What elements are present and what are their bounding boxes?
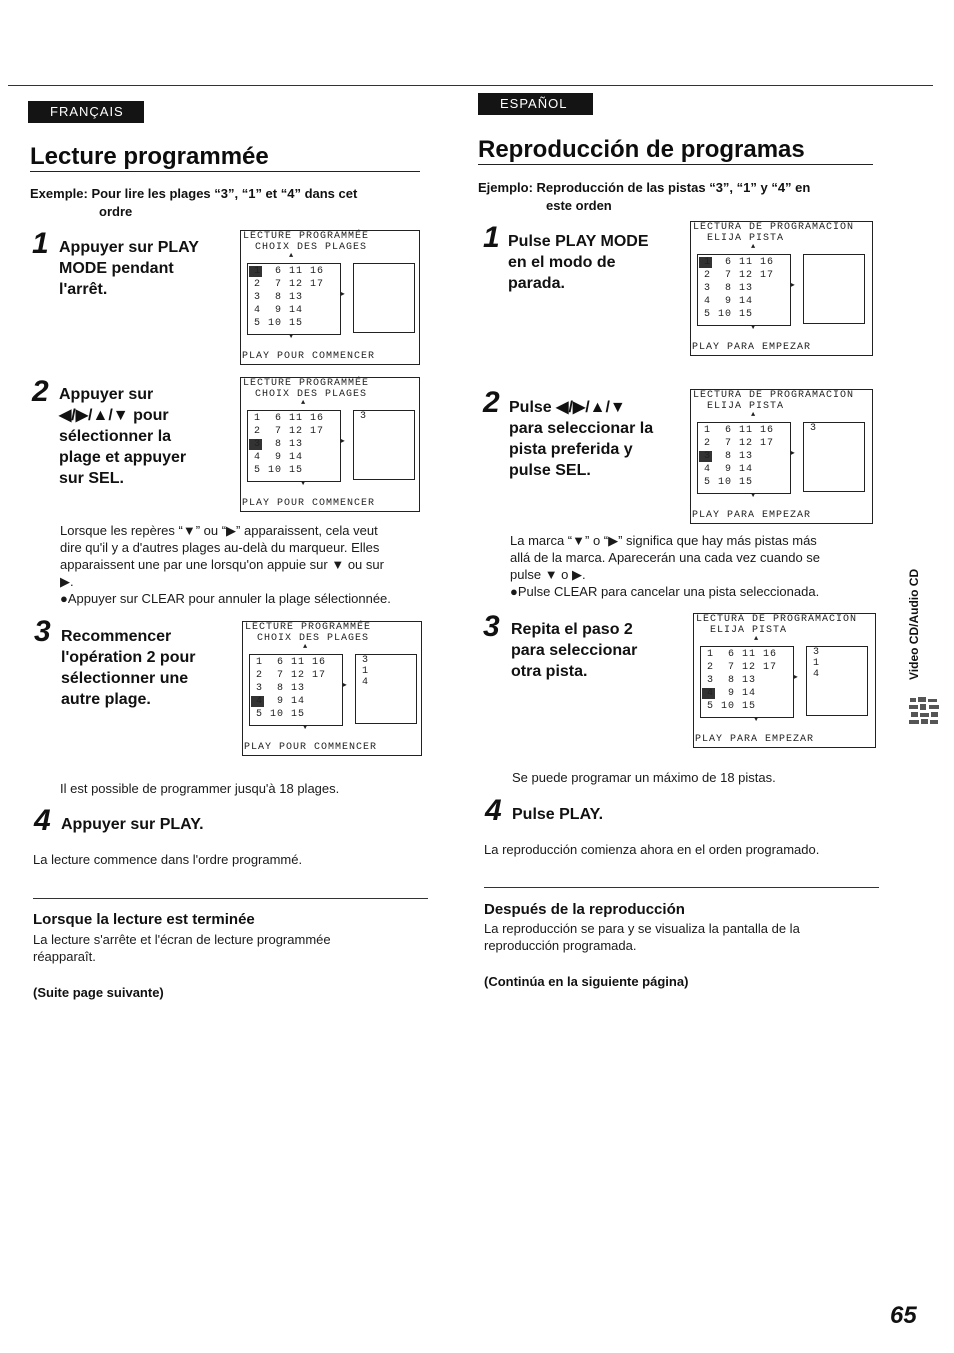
step-number-fr-3: 3 — [34, 615, 51, 648]
step-line: en el modo de — [508, 254, 616, 271]
up-arrow-icon: ▲ — [303, 643, 308, 651]
track-row: 3 8 13 — [256, 683, 306, 694]
track-row: 4 9 14 — [707, 688, 757, 699]
step-line: Appuyer sur PLAY — [59, 239, 199, 256]
panel-footer: PLAY POUR COMMENCER — [244, 742, 378, 753]
marker-note-es — [510, 532, 880, 600]
note-line: allá de la marca. Aparecerán una cada vez cuando se — [510, 550, 821, 565]
right-arrow-icon: ▶ — [790, 281, 795, 290]
display-panel-fr-2 — [240, 377, 420, 512]
step-line: para seleccionar la — [509, 420, 654, 437]
track-row: 4 9 14 — [704, 296, 754, 307]
panel-subtitle: ELIJA PISTA — [710, 625, 788, 636]
example-text-es-2: este orden — [546, 198, 612, 213]
after-line: réapparaît. — [33, 949, 96, 964]
track-grid — [697, 422, 791, 494]
step-number-es-1: 1 — [483, 221, 500, 254]
panel-subtitle: CHOIX DES PLAGES — [255, 389, 368, 400]
track-row: 5 10 15 — [704, 309, 754, 320]
example-text-fr-2: ordre — [99, 204, 133, 219]
step-text-fr-3 — [61, 626, 231, 710]
track-row: 2 7 12 17 — [704, 438, 775, 449]
track-row: 3 8 13 — [704, 451, 754, 462]
track-grid — [249, 654, 343, 726]
right-arrow-icon: ▶ — [342, 681, 347, 690]
program-list — [803, 254, 865, 324]
step-text-es-3 — [511, 619, 681, 682]
max-note-fr: Il est possible de programmer jusqu'à 18 plages. — [60, 781, 340, 796]
example-text-es: Reproducción de las pistas “3”, “1” y “4” en — [536, 180, 811, 195]
panel-footer: PLAY PARA EMPEZAR — [692, 510, 812, 521]
sidebar-text: Video CD/Audio CD — [907, 568, 921, 680]
section-rule-es — [484, 887, 879, 888]
track-row: 1 6 11 16 — [704, 257, 775, 268]
clear-note-fr: ●Appuyer sur CLEAR pour annuler la plage sélectionnée. — [60, 591, 391, 606]
panel-title: LECTURA DE PROGRAMACION — [696, 614, 858, 625]
panel-subtitle: ELIJA PISTA — [707, 401, 785, 412]
track-grid — [247, 410, 341, 482]
track-grid — [247, 263, 341, 335]
display-panel-es-3 — [693, 613, 876, 748]
max-note-es: Se puede programar un máximo de 18 pistas. — [512, 770, 776, 785]
track-row: 3 8 13 — [254, 439, 304, 450]
program-list — [353, 263, 415, 333]
step-line: Repita el paso 2 — [511, 621, 633, 638]
step-number-es-4: 4 — [485, 794, 502, 827]
step-line: ◀/▶/▲/▼ pour — [59, 407, 169, 424]
up-arrow-icon: ▲ — [301, 399, 306, 407]
note-line: pulse ▼ o ▶. — [510, 567, 586, 582]
clear-note-es: ●Pulse CLEAR para cancelar una pista seleccionada. — [510, 584, 820, 599]
step-text-fr-4: Appuyer sur PLAY. — [61, 816, 204, 833]
track-row: 3 8 13 — [254, 292, 304, 303]
track-row: 4 9 14 — [256, 696, 306, 707]
step-line: Appuyer sur — [59, 386, 154, 403]
program-item: 1 — [362, 666, 369, 677]
example-text-fr: Pour lire les plages “3”, “1” et “4” dans cet — [91, 186, 358, 201]
note-line: dire qu'il y a d'autres plages au-delà du marqueur. Elles — [60, 540, 380, 555]
track-row: 2 7 12 17 — [707, 662, 778, 673]
step-text-fr-1 — [59, 237, 229, 300]
right-arrow-icon: ▶ — [340, 437, 345, 446]
track-row: 5 10 15 — [254, 318, 304, 329]
title-rule-es — [478, 164, 873, 165]
after-text-fr — [33, 931, 331, 965]
top-rule — [8, 85, 933, 86]
up-arrow-icon: ▲ — [751, 411, 756, 419]
track-row: 1 6 11 16 — [704, 425, 775, 436]
step-line: MODE pendant — [59, 260, 174, 277]
track-row: 1 6 11 16 — [707, 649, 778, 660]
step-line: sélectionner une — [61, 670, 189, 687]
panel-title: LECTURE PROGRAMMÉE — [245, 622, 372, 633]
example-label-fr: Exemple: — [30, 186, 88, 201]
down-arrow-icon: ▼ — [751, 324, 756, 332]
after-title-fr: Lorsque la lecture est terminée — [33, 911, 255, 928]
example-es — [478, 179, 873, 215]
lang-tab-espanol: ESPAÑOL — [478, 93, 593, 115]
track-row: 5 10 15 — [704, 477, 754, 488]
step-line: sélectionner la — [59, 428, 172, 445]
lang-tab-francais: FRANÇAIS — [28, 101, 144, 123]
program-item: 3 — [360, 411, 367, 422]
step-line: otra pista. — [511, 663, 588, 680]
track-row: 4 9 14 — [704, 464, 754, 475]
sidebar-label — [905, 540, 927, 680]
track-row: 4 9 14 — [254, 452, 304, 463]
example-label-es: Ejemplo: — [478, 180, 533, 195]
step-number-fr-2: 2 — [32, 375, 49, 408]
track-row: 3 8 13 — [704, 283, 754, 294]
track-row: 2 7 12 17 — [254, 426, 325, 437]
right-arrow-icon: ▶ — [790, 449, 795, 458]
step-line: sur SEL. — [59, 470, 124, 487]
down-arrow-icon: ▼ — [303, 724, 308, 732]
program-item: 4 — [813, 669, 820, 680]
after-title-es: Después de la reproducción — [484, 901, 685, 918]
step-number-fr-4: 4 — [34, 804, 51, 837]
track-row: 1 6 11 16 — [254, 413, 325, 424]
program-list — [803, 422, 865, 492]
panel-footer: PLAY POUR COMMENCER — [242, 351, 376, 362]
display-panel-fr-1 — [240, 230, 420, 365]
panel-subtitle: ELIJA PISTA — [707, 233, 785, 244]
disc-icon — [907, 694, 941, 728]
page-title-es: Reproducción de programas — [478, 136, 805, 163]
track-row: 5 10 15 — [254, 465, 304, 476]
after-line: La lecture s'arrête et l'écran de lecture programmée — [33, 932, 331, 947]
after-line: La reproducción se para y se visualiza la pantalla de la — [484, 921, 800, 936]
play-note-fr: La lecture commence dans l'ordre programmé. — [33, 852, 303, 867]
marker-note-fr — [60, 522, 430, 607]
track-row: 1 6 11 16 — [254, 266, 325, 277]
step-line: pulse SEL. — [509, 462, 591, 479]
step-line: l'arrêt. — [59, 281, 108, 298]
step-text-fr-2 — [59, 384, 234, 489]
panel-footer: PLAY PARA EMPEZAR — [692, 342, 812, 353]
panel-footer: PLAY PARA EMPEZAR — [695, 734, 815, 745]
example-fr — [30, 185, 420, 221]
down-arrow-icon: ▼ — [289, 333, 294, 341]
right-arrow-icon: ▶ — [340, 290, 345, 299]
program-item: 1 — [813, 658, 820, 669]
step-number-es-2: 2 — [483, 386, 500, 419]
step-line: Recommencer — [61, 628, 172, 645]
continue-note-es: (Continúa en la siguiente página) — [484, 974, 689, 989]
program-item: 3 — [813, 647, 820, 658]
down-arrow-icon: ▼ — [751, 492, 756, 500]
program-item: 3 — [362, 655, 369, 666]
step-line: para seleccionar — [511, 642, 638, 659]
track-grid — [700, 646, 794, 718]
step-number-es-3: 3 — [483, 610, 500, 643]
display-panel-es-2 — [690, 389, 873, 524]
step-text-es-4: Pulse PLAY. — [512, 806, 604, 823]
play-note-es: La reproducción comienza ahora en el orden programado. — [484, 842, 820, 857]
step-line: Pulse PLAY MODE — [508, 233, 649, 250]
panel-title: LECTURE PROGRAMMÉE — [243, 378, 370, 389]
note-line: Lorsque les repères “▼” ou “▶” apparaissent, cela veut — [60, 523, 378, 538]
page-number: 65 — [890, 1302, 917, 1329]
step-line: plage et appuyer — [59, 449, 187, 466]
note-line: ▶. — [60, 574, 74, 589]
step-line: autre plage. — [61, 691, 151, 708]
step-line: l'opération 2 pour — [61, 649, 196, 666]
track-row: 1 6 11 16 — [256, 657, 327, 668]
step-text-es-1 — [508, 231, 683, 294]
panel-subtitle: CHOIX DES PLAGES — [255, 242, 368, 253]
down-arrow-icon: ▼ — [754, 716, 759, 724]
up-arrow-icon: ▲ — [754, 635, 759, 643]
track-row: 5 10 15 — [707, 701, 757, 712]
program-list — [355, 654, 417, 724]
after-text-es — [484, 920, 800, 954]
program-list — [353, 410, 415, 480]
track-grid — [697, 254, 791, 326]
track-row: 2 7 12 17 — [704, 270, 775, 281]
panel-subtitle: CHOIX DES PLAGES — [257, 633, 370, 644]
step-line: parada. — [508, 275, 565, 292]
step-line: pista preferida y — [509, 441, 633, 458]
panel-title: LECTURA DE PROGRAMACION — [693, 222, 855, 233]
after-line: reproducción programada. — [484, 938, 637, 953]
down-arrow-icon: ▼ — [301, 480, 306, 488]
track-row: 4 9 14 — [254, 305, 304, 316]
up-arrow-icon: ▲ — [751, 243, 756, 251]
panel-title: LECTURA DE PROGRAMACION — [693, 390, 855, 401]
note-line: apparaissent une par une lorsqu'on appuie sur ▼ ou sur — [60, 557, 384, 572]
step-text-es-2 — [509, 397, 684, 481]
section-rule-fr — [33, 898, 428, 899]
track-row: 5 10 15 — [256, 709, 306, 720]
track-row: 2 7 12 17 — [256, 670, 327, 681]
display-panel-es-1 — [690, 221, 873, 356]
panel-footer: PLAY POUR COMMENCER — [242, 498, 376, 509]
continue-note-fr: (Suite page suivante) — [33, 985, 164, 1000]
track-row: 2 7 12 17 — [254, 279, 325, 290]
page-title-fr: Lecture programmée — [30, 143, 269, 170]
panel-title: LECTURE PROGRAMMÉE — [243, 231, 370, 242]
note-line: La marca “▼” o “▶” significa que hay más pistas más — [510, 533, 817, 548]
track-row: 3 8 13 — [707, 675, 757, 686]
step-number-fr-1: 1 — [32, 227, 49, 260]
title-rule-fr — [30, 171, 420, 172]
display-panel-fr-3 — [242, 621, 422, 756]
up-arrow-icon: ▲ — [289, 252, 294, 260]
step-line: Pulse ◀/▶/▲/▼ — [509, 399, 626, 416]
program-item: 3 — [810, 423, 817, 434]
program-list — [806, 646, 868, 716]
program-item: 4 — [362, 677, 369, 688]
right-arrow-icon: ▶ — [793, 673, 798, 682]
